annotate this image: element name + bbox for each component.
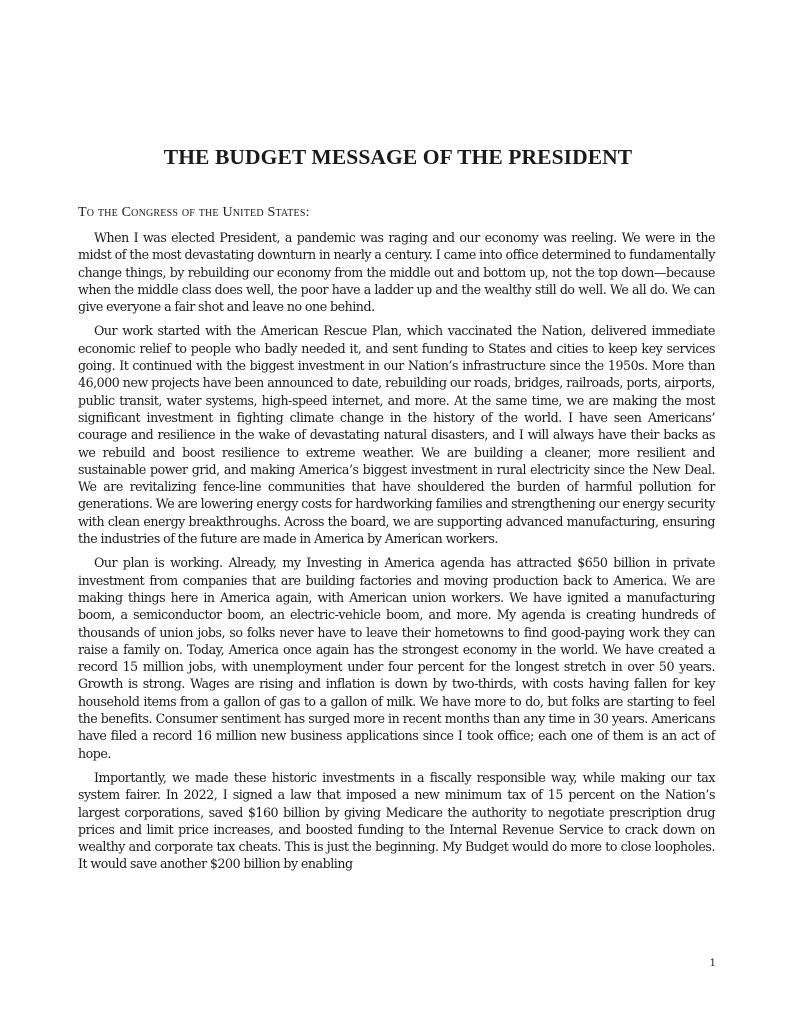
body-text <box>78 229 715 880</box>
page-title: THE BUDGET MESSAGE OF THE PRESIDENT <box>163 145 633 169</box>
paragraph: Importantly, we made these historic investments in a fiscally responsible way, while making our tax system fairer. In 2022, I signed a law that imposed a new minimum tax of 15 percent on the Nation’s largest corporations, saved $160 billion by giving Medicare the authority to negotiate prescription drug prices and limit price increases, and boosted funding to the Internal Revenue Service to crack down on wealthy and corporate tax cheats. This is just the beginning. My Budget would do more to close loopholes. It would save another $200 billion by enabling <box>78 769 715 872</box>
page-number: 1 <box>709 958 716 969</box>
paragraph: Our plan is working. Already, my Investing in America agenda has attracted $650 billion in private investment from companies that are building factories and moving production back to America. We are making things here in America again, with American union workers. We have ignited a manufacturing boom, a semiconductor boom, an electric-vehicle boom, and more. My agenda is creating hundreds of thousands of union jobs, so folks never have to leave their hometowns to find good-paying work they can raise a family on. Today, America once again has the strongest economy in the world. We have created a record 15 million jobs, with unemployment under four percent for the longest stretch in over 50 years. Growth is strong. Wages are rising and inflation is down by two-thirds, with costs having fallen for key household items from a gallon of gas to a gallon of milk. We have more to do, but folks are starting to feel the benefits. Consumer sentiment has surged more in recent months than any time in 30 years. Americans have filed a record 16 million new business applications since I took office; each one of them is an act of hope. <box>78 555 715 761</box>
paragraph: When I was elected President, a pandemic was raging and our economy was reeling. We were in the midst of the most devastating downturn in nearly a century. I came into office determined to fundamentally change things, by rebuilding our economy from the middle out and bottom up, not the top down—because when the middle class does well, the poor have a ladder up and the wealthy still do well. We all do. We can give everyone a fair shot and leave no one behind. <box>78 230 715 315</box>
salutation: To the Congress of the United States: <box>78 205 310 220</box>
paragraph: Our work started with the American Rescue Plan, which vaccinated the Nation, delivered immediate economic relief to people who badly needed it, and sent funding to States and cities to keep key services going. It continued with the biggest investment in our Nation’s infrastructure since the 1950s. More than 46,000 new projects have been announced to date, rebuilding our roads, bridges, railroads, ports, airports, public transit, water systems, high-speed internet, and more. At the same time, we are making the most significant investment in fighting climate change in the history of the world. I have seen Americans’ courage and resilience in the wake of devastating natural disasters, and I will always have their backs as we rebuild and boost resilience to extreme weather. We are building a cleaner, more resilient and sustainable power grid, and making America’s biggest investment in rural electricity since the New Deal. We are revitalizing fence-line communities that have shouldered the burden of harmful pollution for generations. We are lowering energy costs for hardworking families and strengthening our energy security with clean energy breakthroughs. Across the board, we are supporting advanced manufacturing, ensuring the industries of the future are made in America by American workers. <box>78 323 715 547</box>
